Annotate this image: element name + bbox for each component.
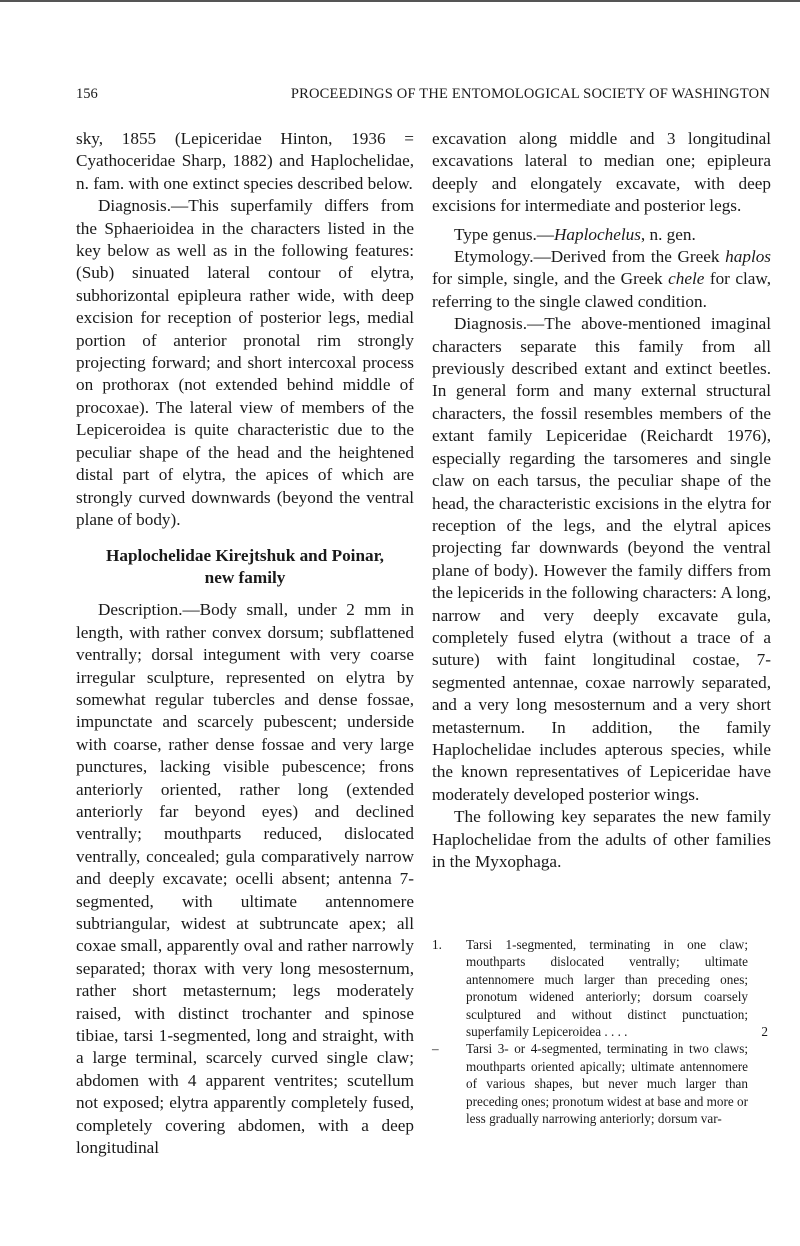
right-column [432, 128, 771, 873]
intro-paragraph: sky, 1855 (Lepiceridae Hinton, 1936 = Cyathoceridae Sharp, 1882) and Haplochelidae, n. fam. with one extinct species described below. [76, 129, 414, 193]
etymology-chele: chele [668, 269, 705, 289]
key-entry-text: Tarsi 1-segmented, terminating in one claw; mouthparts dislocated ventrally; ultimate antennomere much larger than preceding ones; pronotum widened anteriorly; dorsum coarsely sculptured and without distinct punctuation; superfamily Lepiceroidea . . . . [466, 937, 748, 1040]
identification-key [432, 936, 768, 1127]
etymology-part2: for simple, single, and the Greek [432, 269, 669, 289]
key-entry-text: Tarsi 3- or 4-segmented, terminating in two claws; mouthparts oriented apically; ultimate antennomere of various shapes, but never much larger than preceding ones; pronotum widest at base and more or less gradually narrowing anteriorly; dorsum var- [466, 1041, 748, 1127]
page-number: 156 [76, 86, 98, 102]
type-genus-name: Haplochelus [554, 224, 641, 244]
key-entry-number: – [432, 1041, 439, 1057]
family-heading [76, 545, 414, 589]
key-entry [432, 1040, 768, 1127]
etymology-haplos: haplos [725, 247, 771, 267]
type-genus-suffix: , n. gen. [640, 224, 696, 244]
etymology-part1: Etymology.—Derived from the Greek [454, 247, 726, 267]
key-entry-lead: 2 [761, 1024, 768, 1040]
family-heading-line1: Haplochelidae Kirejtshuk and Poinar, [106, 546, 384, 566]
continued-paragraph: excavation along middle and 3 longitudinal excavations lateral to median one; epipleura deeply and elongately excavate, with deep excisions for intermediate and posterior legs. [432, 129, 771, 216]
etymology-paragraph [432, 246, 771, 313]
running-header [76, 86, 770, 106]
left-column [76, 128, 414, 1159]
description-paragraph: Description.—Body small, under 2 mm in length, with rather convex dorsum; subflattened ventrally; dorsal integument with very coarse irregular sculpture, represented on elytra by somewhat regular tubercles and dense fossae, impunctate and scarcely pubescent; underside with coarse, rather dense fossae and very large punctures, lacking visible pubescence; frons anteriorly oriented, rather long (extended anteriorly far beyond eyes) and declined ventrally; mouthparts reduced, dislocated ventrally, concealed; gula comparatively narrow and deeply excavate; ocelli absent; antenna 7-segmented, with ultimate antennomere subtriangular, widest at subtruncate apex; all coxae small, apparently oval and rather narrowly separated; thorax with very long mesosternum, rather short metasternum; legs moderately raised, with distinct trochanter and spinose tibiae, tarsi 1-segmented, long and straight, with a large terminal, scarcely curved single claw; abdomen with 4 apparent ventrites; scutellum not exposed; elytra apparently completely fused, completely covering abdomen, with a deep longitudinal [76, 600, 414, 1158]
type-genus-prefix: Type genus.— [454, 224, 554, 244]
running-title: PROCEEDINGS OF THE ENTOMOLOGICAL SOCIETY OF WASHINGTON [290, 86, 770, 102]
type-genus-paragraph [432, 224, 771, 246]
top-rule [0, 0, 800, 2]
key-intro-paragraph: The following key separates the new family Haplochelidae from the adults of other families in the Myxophaga. [432, 807, 771, 871]
family-diagnosis-paragraph: Diagnosis.—The above-mentioned imaginal characters separate this family from all previously described extant and extinct beetles. In general form and many external structural characters, the fossil resembles members of the extant family Lepiceridae (Reichardt 1976), especially regarding the tarsomeres and single claw on each tarsus, the peculiar shape of the head, the characteristic excisions in the elytra for reception of the legs, and the elytral apices projecting far downwards (beyond the ventral plane of body). However the family differs from the lepicerids in the following characters: A long, narrow and very deeply excavate gula, completely fused elytra (without a trace of a suture) with faint longitudinal costae, 7-segmented antennae, coxae narrowly separated, and a very long mesosternum and a very short metasternum. In addition, the family Haplochelidae includes apterous species, while the known representatives of Lepiceridae have moderately developed posterior wings. [432, 314, 771, 804]
etymology-part3: for claw, referring to the single clawed condition. [432, 269, 771, 311]
superfamily-diagnosis-paragraph: Diagnosis.—This superfamily differs from the Sphaerioidea in the characters listed in the key below as well as in the following features: (Sub) sinuated lateral contour of elytra, subhorizontal epipleura rather wide, with deep excision for reception of posterior legs, medial portion of anterior pronotal rim strongly projecting forward; and short intercoxal process on prothorax (not extended behind middle of procoxae). The lateral view of members of the Lepiceroidea is quite characteristic due to the peculiar shape of the head and the heightened distal part of elytra, the apices of which are strongly curved downwards (beyond the ventral plane of body). [76, 196, 414, 529]
key-entry [432, 936, 768, 1040]
family-heading-line2: new family [204, 568, 286, 588]
key-entry-number: 1. [432, 937, 442, 952]
